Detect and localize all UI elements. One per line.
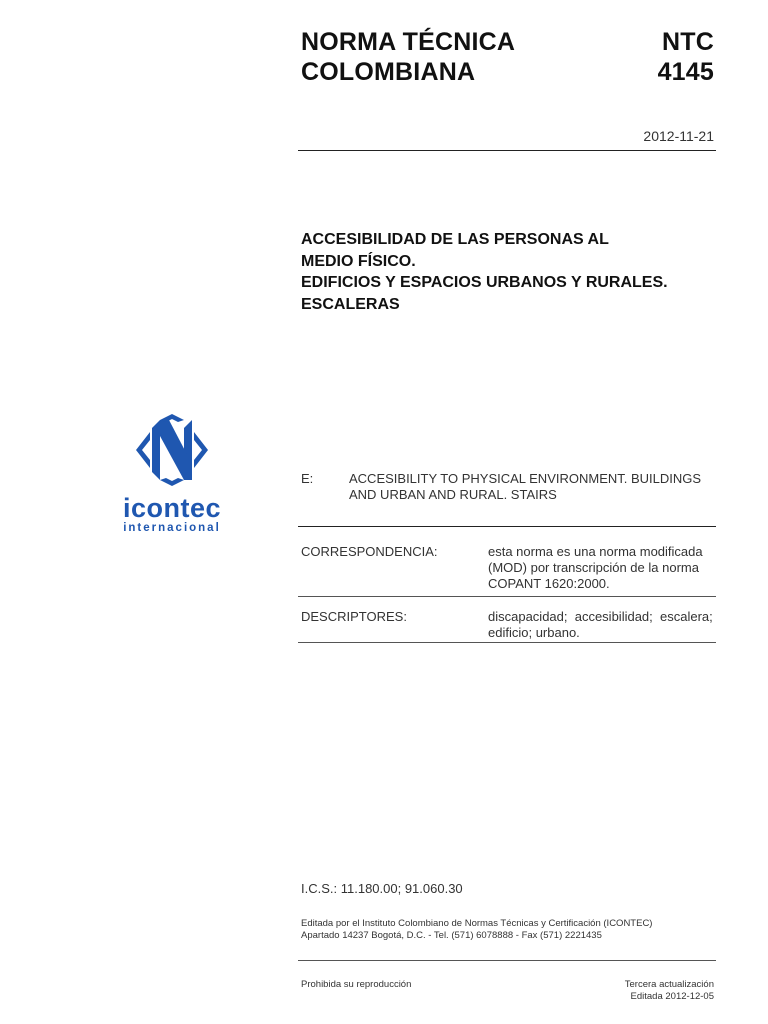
- reproduction-notice: Prohibida su reproducción: [301, 979, 412, 990]
- footer-divider: [298, 960, 716, 961]
- info-bottom-divider: [298, 642, 716, 643]
- icontec-logo: [112, 414, 232, 544]
- code-line-1: NTC: [662, 28, 714, 56]
- subject-line-2: MEDIO FÍSICO.: [301, 252, 416, 270]
- publisher-info: [301, 918, 652, 942]
- descriptors-value-line: edificio; urbano.: [488, 625, 580, 640]
- edition-info: [625, 979, 714, 1003]
- icontec-n-logo-icon: [112, 414, 232, 486]
- correspondence-label: CORRESPONDENCIA:: [301, 544, 438, 559]
- english-title: [349, 471, 701, 503]
- document-title: [301, 27, 515, 87]
- standard-code: [658, 27, 714, 87]
- publisher-line-2: Apartado 14237 Bogotá, D.C. - Tel. (571) 6078888 - Fax (571) 2221435: [301, 930, 602, 941]
- logo-wordmark: icontec: [122, 493, 222, 523]
- edition-line-2: Editada 2012-12-05: [630, 991, 714, 1002]
- correspondence-value-line: COPANT 1620:2000.: [488, 576, 610, 591]
- subject-line-3: EDIFICIOS Y ESPACIOS URBANOS Y RURALES.: [301, 274, 668, 291]
- title-line-2: COLOMBIANA: [301, 58, 476, 86]
- code-line-2: 4145: [657, 58, 714, 86]
- english-title-prefix: E:: [301, 471, 314, 486]
- english-title-divider: [298, 526, 716, 527]
- descriptors-value-line: discapacidad; accesibilidad; escalera;: [488, 609, 713, 624]
- subject-line-4: ESCALERAS: [301, 295, 400, 313]
- subject-line-1: ACCESIBILIDAD DE LAS PERSONAS AL: [301, 231, 609, 248]
- descriptors-value: [488, 609, 714, 641]
- header-divider: [298, 150, 716, 151]
- info-row-divider: [298, 596, 716, 597]
- logo-tagline: internacional: [123, 522, 221, 534]
- publisher-line-1: Editada por el Instituto Colombiano de Normas Técnicas y Certificación (ICONTEC): [301, 918, 653, 929]
- edition-line-1: Tercera actualización: [624, 979, 714, 990]
- correspondence-value-line: (MOD) por transcripción de la norma: [488, 560, 699, 575]
- document-subject: [301, 229, 668, 315]
- publication-date: 2012-11-21: [643, 128, 714, 144]
- descriptors-label: DESCRIPTORES:: [301, 609, 407, 624]
- english-title-line-2: AND URBAN AND RURAL. STAIRS: [349, 487, 557, 502]
- correspondence-value-line: esta norma es una norma modificada: [488, 544, 703, 559]
- title-line-1: NORMA TÉCNICA: [301, 28, 516, 56]
- correspondence-value: [488, 544, 714, 592]
- english-title-line-1: ACCESIBILITY TO PHYSICAL ENVIRONMENT. BUILDINGS: [349, 471, 702, 486]
- ics-codes: I.C.S.: 11.180.00; 91.060.30: [301, 881, 463, 896]
